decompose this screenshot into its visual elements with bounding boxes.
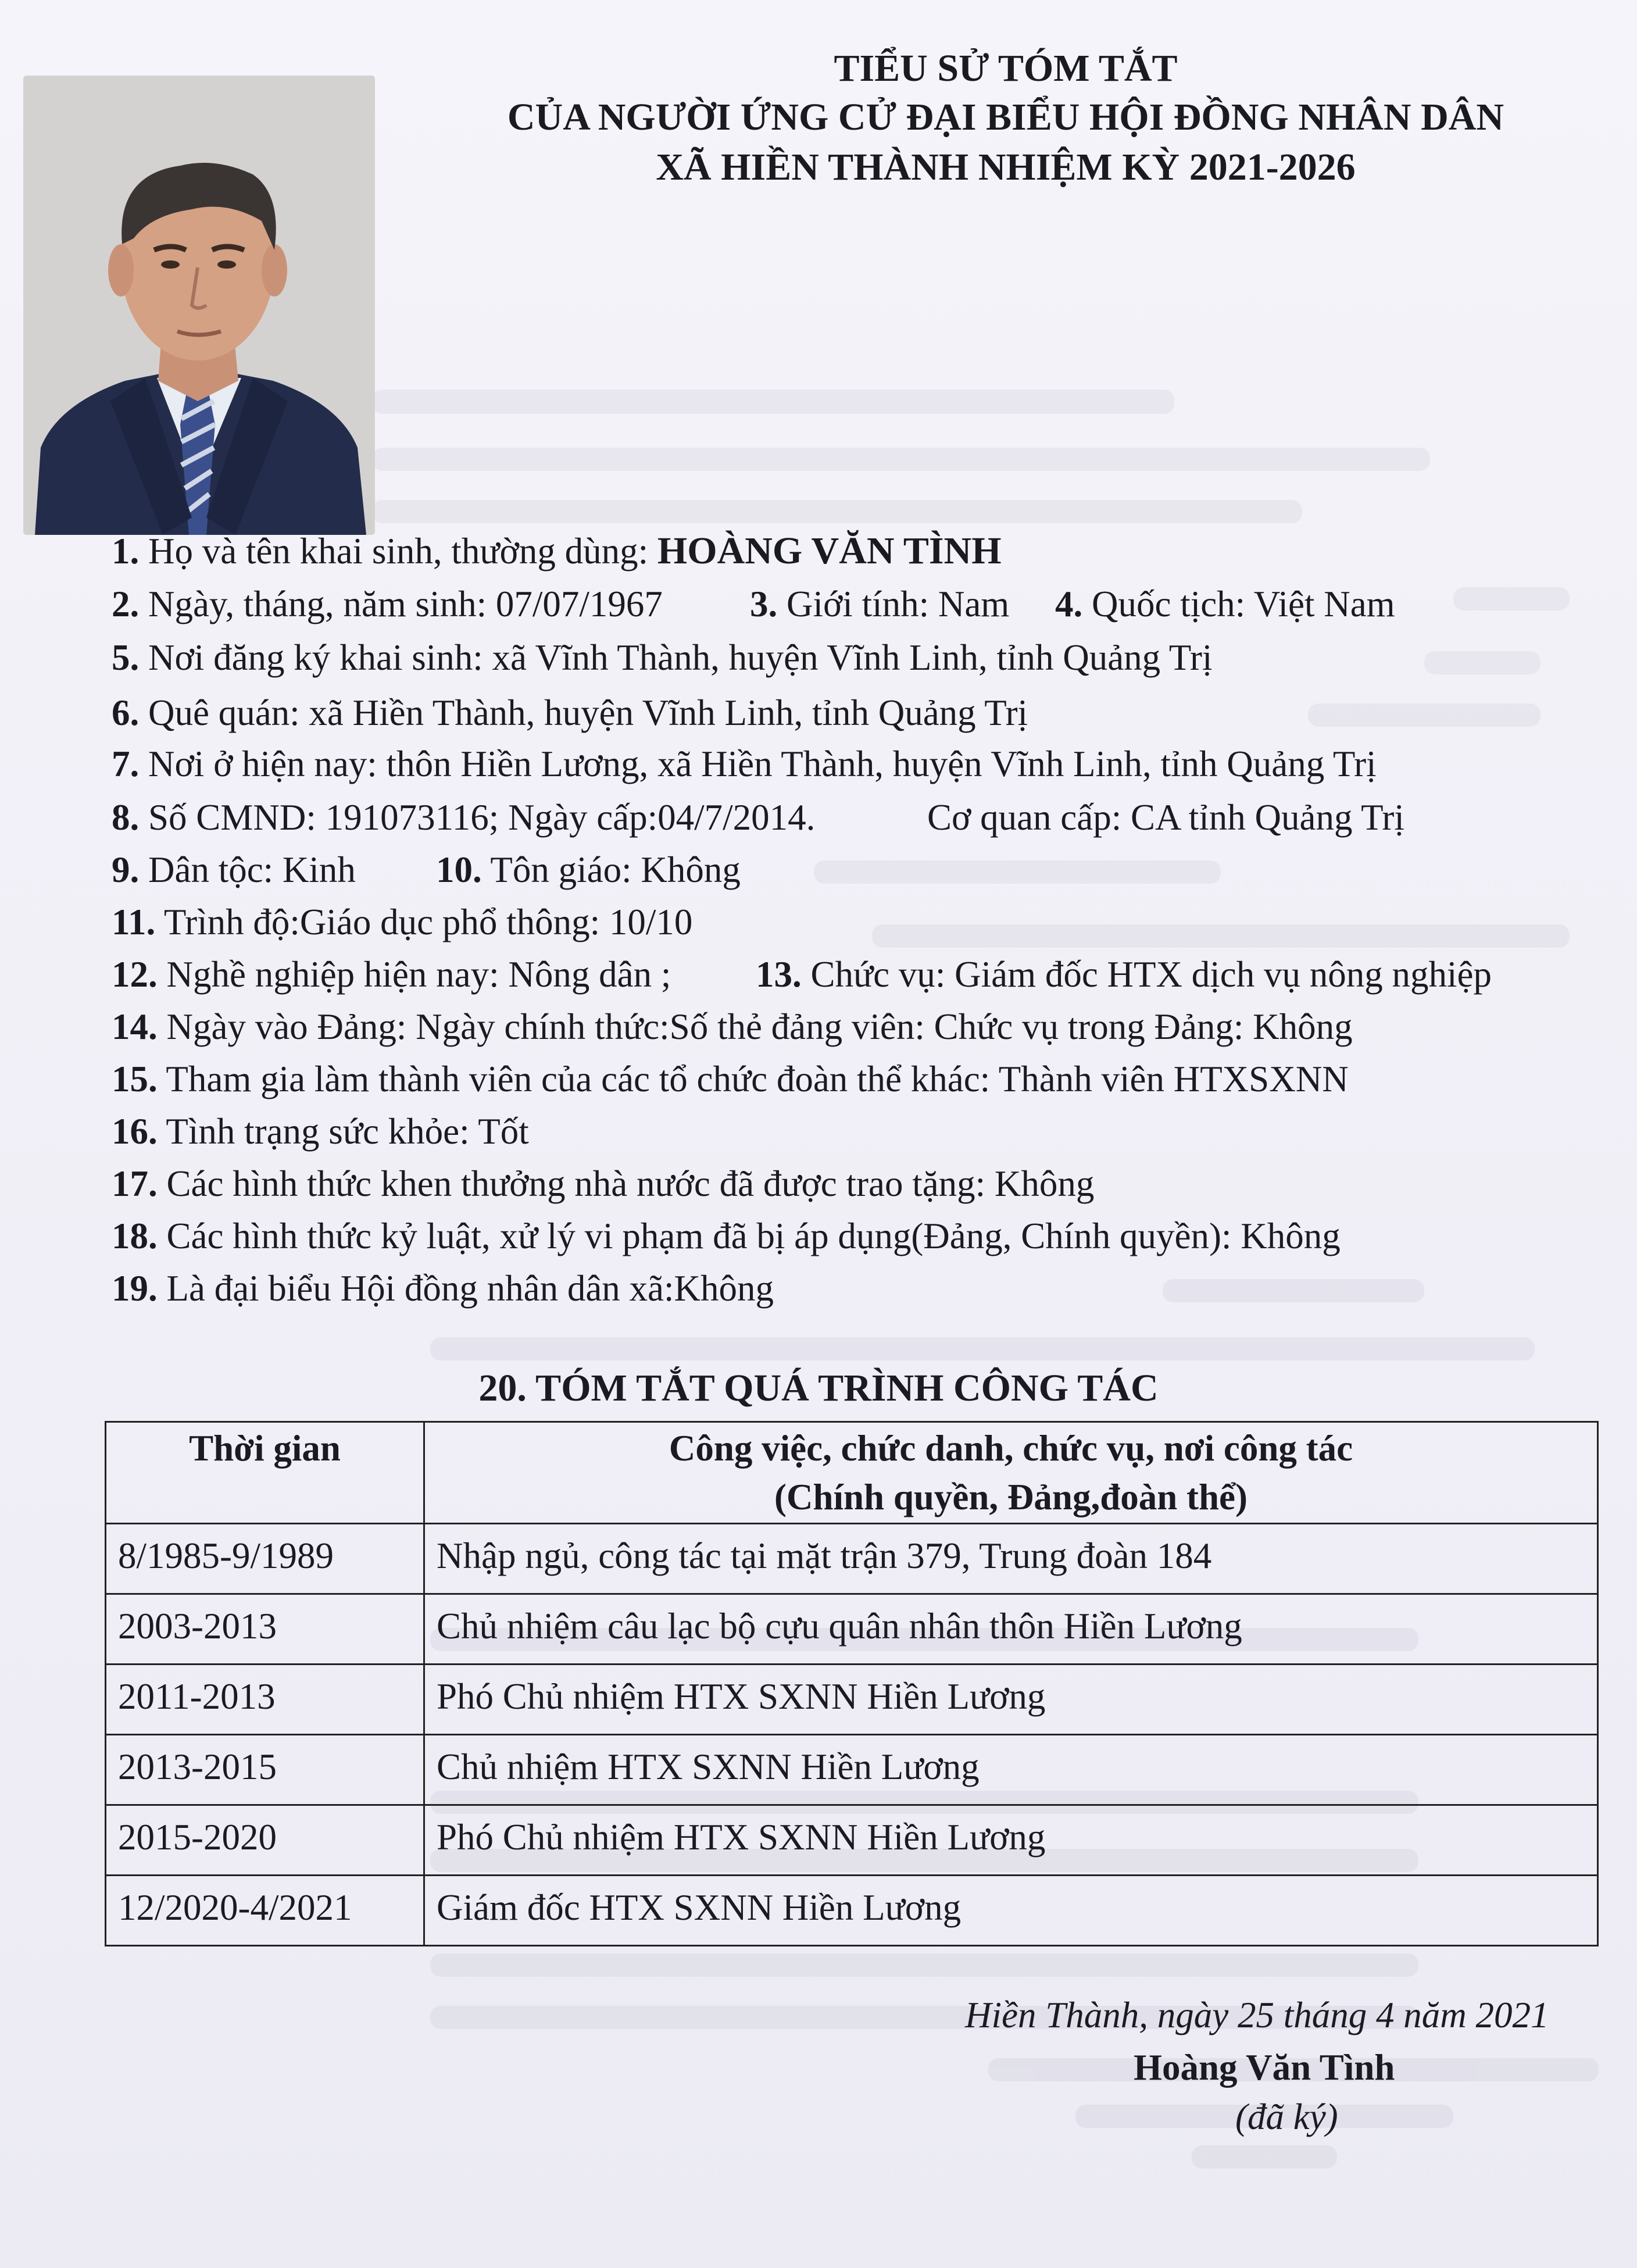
hometown-text: Quê quán: xã Hiền Thành, huyện Vĩnh Linh, tỉnh Quảng Trị (148, 692, 1028, 733)
full-name-value: HOÀNG VĂN TÌNH (657, 530, 1002, 572)
field-number: 16. (112, 1111, 158, 1152)
field-ethnicity (112, 849, 356, 891)
field-id-issuer (927, 797, 1404, 839)
birth-registration-text: Nơi đăng ký khai sinh: xã Vĩnh Thành, huyện Vĩnh Linh, tỉnh Quảng Trị (148, 637, 1213, 678)
field-number: 17. (112, 1163, 158, 1204)
field-current-residence (112, 743, 1377, 785)
field-number: 19. (112, 1268, 158, 1309)
education-text: Trình độ:Giáo dục phổ thông: 10/10 (163, 902, 693, 942)
table-header-row (106, 1422, 1598, 1524)
column-header-line-1: Công việc, chức danh, chức vụ, nơi công tác (669, 1428, 1353, 1469)
field-number: 6. (112, 692, 140, 733)
field-discipline (112, 1215, 1341, 1258)
table-row (106, 1594, 1598, 1665)
field-id-card (112, 797, 815, 839)
field-education (112, 901, 692, 944)
ethnicity-text: Dân tộc: Kinh (148, 849, 356, 890)
occupation-text: Nghề nghiệp hiện nay: Nông dân ; (166, 954, 671, 995)
title-line-2: CỦA NGƯỜI ỨNG CỬ ĐẠI BIỂU HỘI ĐỒNG NHÂN DÂN (507, 96, 1504, 138)
id-card-text: Số CMND: 191073116; Ngày cấp:04/7/2014. (148, 797, 816, 838)
field-council-delegate (112, 1267, 774, 1310)
table-row (106, 1665, 1598, 1735)
table-row (106, 1876, 1598, 1946)
row-description: Phó Chủ nhiệm HTX SXNN Hiền Lương (424, 1665, 1598, 1735)
work-history-title: 20. TÓM TẮT QUÁ TRÌNH CÔNG TÁC (478, 1367, 1159, 1409)
field-number: 13. (756, 954, 802, 995)
field-number: 8. (112, 797, 140, 838)
row-description: Giám đốc HTX SXNN Hiền Lương (424, 1876, 1598, 1946)
row-time: 2015-2020 (106, 1805, 424, 1876)
discipline-text: Các hình thức kỷ luật, xử lý vi phạm đã bị áp dụng(Đảng, Chính quyền): Không (166, 1216, 1341, 1256)
signature-place-date: Hiền Thành, ngày 25 tháng 4 năm 2021 (965, 1995, 1549, 2035)
field-hometown (112, 692, 1028, 734)
field-number: 2. (112, 584, 140, 624)
field-number: 5. (112, 637, 140, 678)
row-description: Phó Chủ nhiệm HTX SXNN Hiền Lương (424, 1805, 1598, 1876)
field-number: 14. (112, 1006, 158, 1047)
portrait-photo (23, 76, 375, 535)
birthdate-text: Ngày, tháng, năm sinh: 07/07/1967 (148, 584, 663, 624)
row-description: Chủ nhiệm HTX SXNN Hiền Lương (424, 1735, 1598, 1805)
row-time: 8/1985-9/1989 (106, 1524, 424, 1594)
field-position (756, 953, 1492, 996)
field-number: 7. (112, 744, 140, 784)
health-text: Tình trạng sức khỏe: Tốt (166, 1111, 529, 1152)
field-party-membership (112, 1006, 1353, 1048)
table-row (106, 1524, 1598, 1594)
title-line-3: XÃ HIỀN THÀNH NHIỆM KỲ 2021-2026 (656, 146, 1356, 188)
row-time: 12/2020-4/2021 (106, 1876, 424, 1946)
field-occupation (112, 953, 671, 996)
work-history-table (105, 1421, 1599, 1946)
field-number: 4. (1055, 584, 1083, 624)
field-label: Họ và tên khai sinh, thường dùng: (148, 531, 657, 572)
field-number: 9. (112, 849, 140, 890)
id-issuer-text: Cơ quan cấp: CA tỉnh Quảng Trị (927, 797, 1404, 838)
field-birth-registration (112, 637, 1213, 679)
table-row (106, 1735, 1598, 1805)
party-membership-text: Ngày vào Đảng: Ngày chính thức:Số thẻ đảng viên: Chức vụ trong Đảng: Không (166, 1006, 1353, 1047)
row-time: 2003-2013 (106, 1594, 424, 1665)
field-religion (436, 849, 741, 891)
field-number: 3. (750, 584, 778, 624)
row-time: 2011-2013 (106, 1665, 424, 1735)
residence-text: Nơi ở hiện nay: thôn Hiền Lương, xã Hiền Thành, huyện Vĩnh Linh, tỉnh Quảng Trị (148, 744, 1377, 784)
field-number: 1. (112, 531, 140, 572)
position-text: Chức vụ: Giám đốc HTX dịch vụ nông nghiệp (810, 954, 1492, 995)
field-number: 11. (112, 902, 156, 942)
field-awards (112, 1163, 1094, 1205)
row-time: 2013-2015 (106, 1735, 424, 1805)
organizations-text: Tham gia làm thành viên của các tổ chức đoàn thể khác: Thành viên HTXSXNN (166, 1059, 1349, 1099)
field-health (112, 1110, 529, 1153)
field-gender (750, 583, 1009, 626)
row-description: Chủ nhiệm câu lạc bộ cựu quân nhân thôn Hiền Lương (424, 1594, 1598, 1665)
field-birthdate-row (112, 583, 663, 626)
religion-text: Tôn giáo: Không (490, 849, 741, 890)
field-number: 10. (436, 849, 482, 890)
table-row (106, 1805, 1598, 1876)
field-full-name (112, 529, 1002, 573)
field-nationality (1055, 583, 1395, 626)
column-header-description (424, 1422, 1598, 1524)
field-organizations (112, 1058, 1349, 1101)
row-description: Nhập ngủ, công tác tại mặt trận 379, Trung đoàn 184 (424, 1524, 1598, 1594)
column-header-time: Thời gian (106, 1422, 424, 1524)
nationality-text: Quốc tịch: Việt Nam (1092, 584, 1395, 624)
awards-text: Các hình thức khen thưởng nhà nước đã được trao tặng: Không (166, 1163, 1095, 1204)
gender-text: Giới tính: Nam (787, 584, 1010, 624)
signature-name: Hoàng Văn Tình (1134, 2047, 1395, 2088)
field-number: 18. (112, 1216, 158, 1256)
title-line-1: TIỂU SỬ TÓM TẮT (834, 47, 1178, 90)
column-header-line-2: (Chính quyền, Đảng,đoàn thể) (774, 1477, 1248, 1517)
signature-note: (đã ký) (1235, 2096, 1338, 2137)
field-number: 12. (112, 954, 158, 995)
council-delegate-text: Là đại biểu Hội đồng nhân dân xã:Không (166, 1268, 774, 1309)
field-number: 15. (112, 1059, 158, 1099)
